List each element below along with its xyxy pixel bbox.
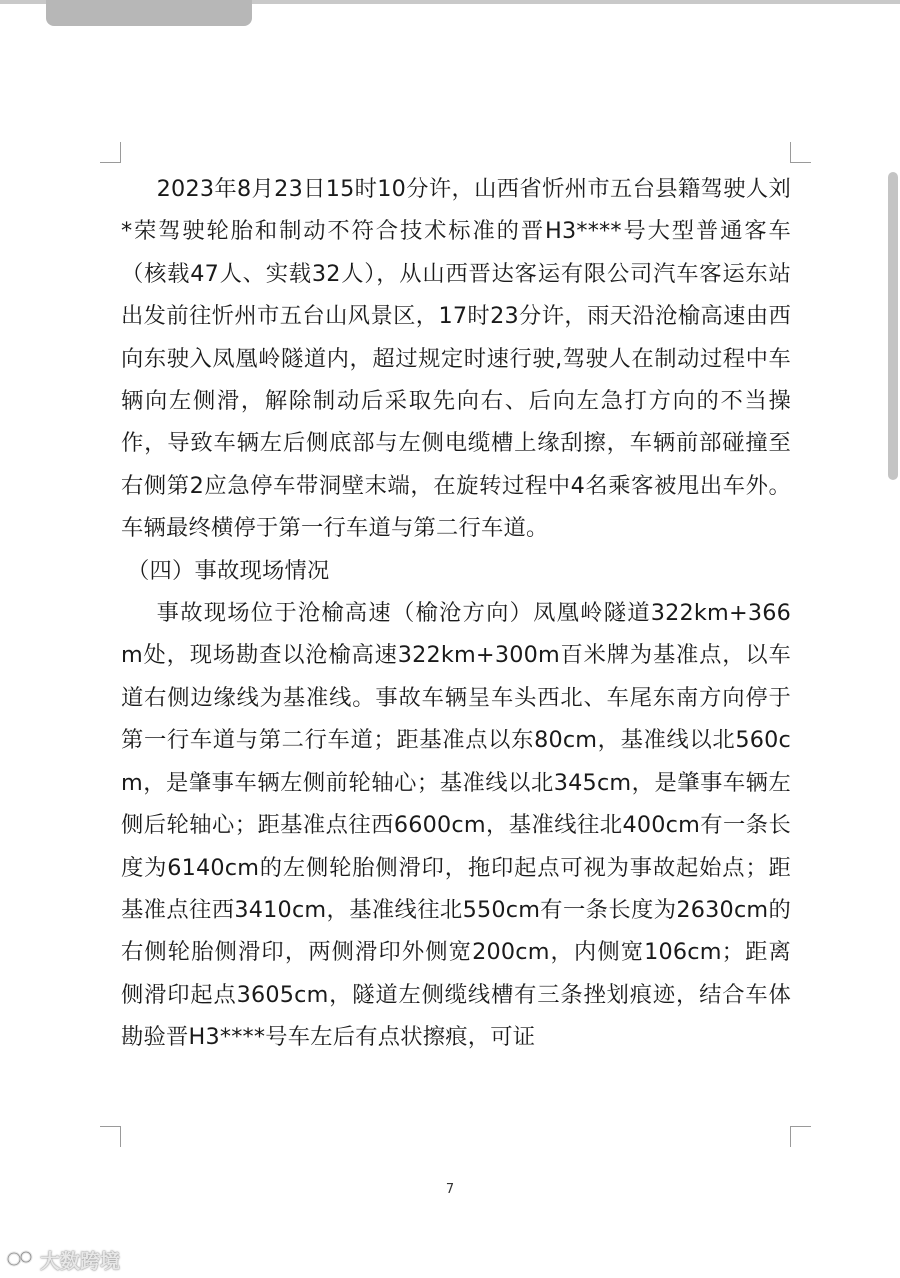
page-corner-mark-top-left bbox=[100, 142, 121, 163]
page-corner-mark-top-right bbox=[790, 142, 811, 163]
top-tab bbox=[46, 0, 252, 26]
paragraph-scene-details: 事故现场位于沧榆高速（榆沧方向）凤凰岭隧道322km+366m处，现场勘查以沧榆高速322km+300m百米牌为基准点，以车道右侧边缘线为基准线。事故车辆呈车头西北、车尾东南方向停于第一行车道与第二行车道；距基准点以东80cm，基准线以北560cm，是肇事车辆左侧前轮轴心；基准线以北345cm，是肇事车辆左侧后轮轴心；距基准点往西6600cm，基准线往北400cm有一条长度为6140cm的左侧轮胎侧滑印，拖印起点可视为事故起始点；距基准点往西3410cm，基准线往北550cm有一条长度为2630cm的右侧轮胎侧滑印，两侧滑印外侧宽200cm，内侧宽106cm；距离侧滑印起点3605cm，隧道左侧缆线槽有三条挫划痕迹，结合车体勘验晋H3****号车左后有点状擦痕，可证 bbox=[121, 600, 791, 1051]
page-number: 7 bbox=[445, 1182, 455, 1197]
section-heading-scene: （四）事故现场情况 bbox=[127, 557, 330, 584]
brand-logo-icon bbox=[6, 1248, 36, 1270]
page-corner-mark-bottom-right bbox=[790, 1126, 811, 1147]
vertical-scrollbar[interactable] bbox=[888, 172, 898, 480]
watermark bbox=[6, 1246, 120, 1272]
paragraph-accident-description: 2023年8月23日15时10分许，山西省忻州市五台县籍驾驶人刘*荣驾驶轮胎和制动不符合技术标准的晋H3****号大型普通客车（核载47人、实载32人），从山西晋达客运有限公司汽车客运东站出发前往忻州市五台山风景区，17时23分许，雨天沿沧榆高速由西向东驶入凤凰岭隧道内，超过规定时速行驶,驾驶人在制动过程中车辆向左侧滑，解除制动后采取先向右、后向左急打方向的不当操作，导致车辆左后侧底部与左侧电缆槽上缘刮擦，车辆前部碰撞至右侧第2应急停车带洞壁末端，在旋转过程中4名乘客被甩出车外。车辆最终横停于第一行车道与第二行车道。 bbox=[121, 176, 791, 542]
watermark-text: 大数跨境 bbox=[40, 1248, 120, 1273]
page-corner-mark-bottom-left bbox=[100, 1126, 121, 1147]
document-body bbox=[121, 168, 791, 1059]
